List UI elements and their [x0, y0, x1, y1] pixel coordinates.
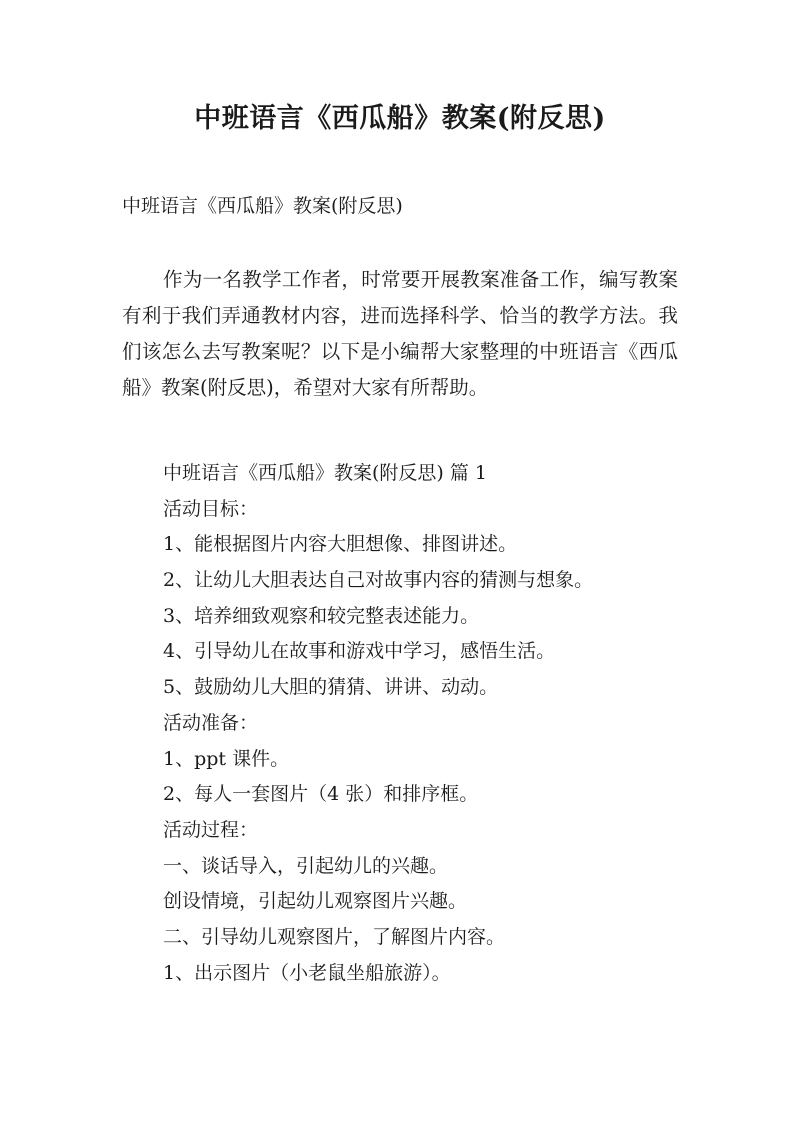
process-step: 一、谈话导入，引起幼儿的兴趣。 — [163, 854, 449, 877]
document-subtitle: 中班语言《西瓜船》教案(附反思) — [122, 195, 403, 217]
prep-item: 2、每人一套图片（4 张）和排序框。 — [163, 783, 479, 806]
goal-item: 5、鼓励幼儿大胆的猜猜、讲讲、动动。 — [163, 676, 499, 699]
activity-process-label: 活动过程： — [163, 818, 259, 841]
content-lines — [163, 456, 593, 991]
process-text: 创设情境，引起幼儿观察图片兴趣。 — [163, 890, 468, 913]
goal-item: 3、培养细致观察和较完整表述能力。 — [163, 604, 480, 627]
prep-item: 1、ppt 课件。 — [163, 747, 290, 770]
section-heading: 中班语言《西瓜船》教案(附反思) 篇 1 — [163, 462, 487, 484]
goal-item: 1、能根据图片内容大胆想像、排图讲述。 — [163, 533, 518, 556]
activity-goals-label: 活动目标： — [163, 497, 259, 520]
process-step: 二、引导幼儿观察图片，了解图片内容。 — [163, 925, 506, 948]
goal-item: 2、让幼儿大胆表达自己对故事内容的猜测与想象。 — [163, 569, 594, 592]
page-title: 中班语言《西瓜船》教案(附反思) — [194, 103, 606, 134]
goal-item: 4、引导幼儿在故事和游戏中学习，感悟生活。 — [163, 640, 556, 663]
intro-paragraph: 作为一名教学工作者，时常要开展教案准备工作，编写教案有利于我们弄通教材内容，进而选择科学、恰当的教学方法。我们该怎么去写教案呢？以下是小编帮大家整理的中班语言《西瓜船》教案(附反思)，希望对大家有所帮助。 — [122, 268, 678, 399]
process-text: 1、出示图片（小老鼠坐船旅游）。 — [163, 961, 451, 984]
activity-prep-label: 活动准备： — [163, 711, 259, 734]
